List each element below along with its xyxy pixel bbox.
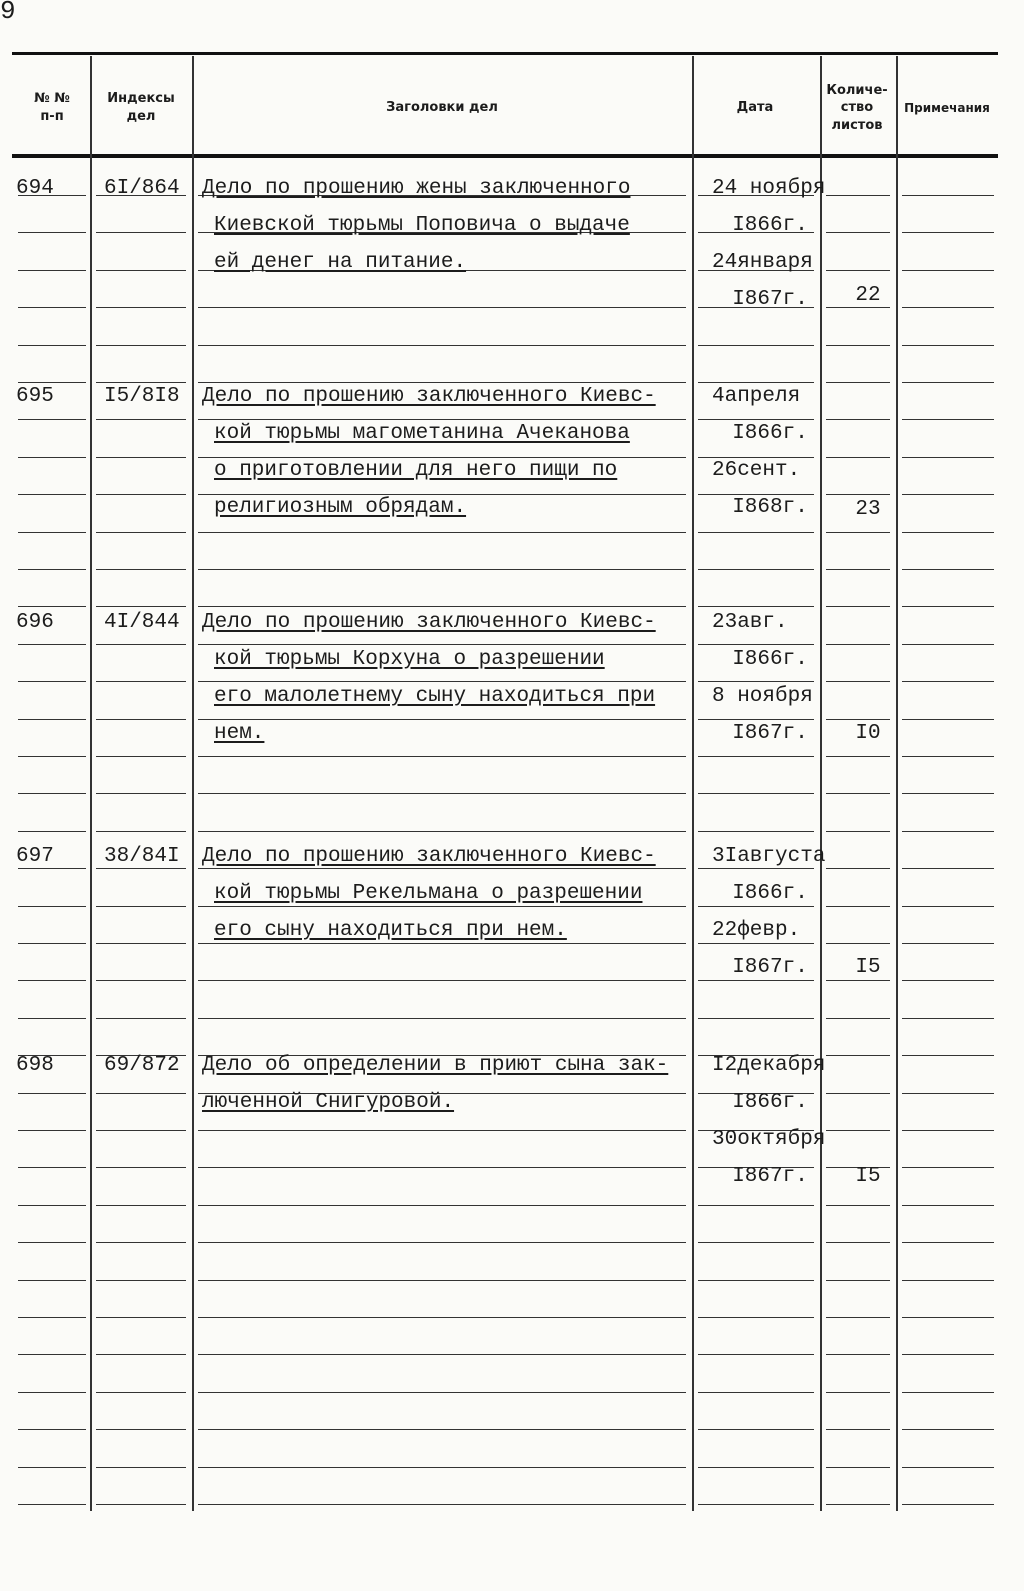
ruled-line xyxy=(826,943,890,944)
ruled-line xyxy=(826,1205,890,1206)
ruled-line xyxy=(902,569,994,570)
ruled-line xyxy=(698,1317,814,1318)
record-number: 695 xyxy=(16,385,54,408)
ruled-line xyxy=(18,419,86,420)
ruled-line xyxy=(902,270,994,271)
ruled-line xyxy=(902,382,994,383)
ruled-line xyxy=(902,1429,994,1430)
ruled-line xyxy=(902,1354,994,1355)
ruled-line xyxy=(198,831,686,832)
record-date-line: I866г. xyxy=(732,1091,808,1114)
ruled-line xyxy=(18,943,86,944)
ruled-line xyxy=(902,681,994,682)
ruled-line xyxy=(18,906,86,907)
ruled-line xyxy=(96,382,186,383)
ruled-line xyxy=(96,1467,186,1468)
ruled-line xyxy=(96,793,186,794)
ruled-line xyxy=(96,831,186,832)
record-title-line: Дело по прошению жены заключенного xyxy=(202,177,631,200)
ruled-line xyxy=(902,793,994,794)
ruled-line xyxy=(96,868,186,869)
ruled-line xyxy=(902,1242,994,1243)
ruled-line xyxy=(902,232,994,233)
ruled-line xyxy=(698,1392,814,1393)
record-number: 696 xyxy=(16,611,54,634)
ruled-line xyxy=(96,980,186,981)
record-index: 38/84I xyxy=(104,845,180,868)
ruled-line xyxy=(902,831,994,832)
ruled-line xyxy=(198,943,686,944)
ruled-line xyxy=(698,457,814,458)
ruled-line xyxy=(198,1429,686,1430)
ruled-line xyxy=(826,1018,890,1019)
record-sheets: I0 xyxy=(855,722,881,745)
ruled-line xyxy=(198,719,686,720)
ruled-line xyxy=(826,1317,890,1318)
ruled-line xyxy=(18,270,86,271)
ruled-line xyxy=(902,606,994,607)
ruled-line xyxy=(198,382,686,383)
ruled-line xyxy=(198,1242,686,1243)
ruled-line xyxy=(18,307,86,308)
ruled-line xyxy=(18,756,86,757)
ruled-line xyxy=(18,1280,86,1281)
ruled-line xyxy=(96,1280,186,1281)
ruled-line xyxy=(198,1018,686,1019)
ruled-line xyxy=(198,644,686,645)
ruled-line xyxy=(902,1392,994,1393)
record-index: I5/8I8 xyxy=(104,385,180,408)
record-date-line: 24января xyxy=(712,251,813,274)
ruled-line xyxy=(902,1167,994,1168)
ruled-line xyxy=(198,307,686,308)
ruled-line xyxy=(96,756,186,757)
ruled-line xyxy=(96,943,186,944)
ruled-line xyxy=(902,532,994,533)
ruled-line xyxy=(902,345,994,346)
ruled-line xyxy=(826,1504,890,1505)
ruled-line xyxy=(198,569,686,570)
ruled-line xyxy=(698,1018,814,1019)
ruled-line xyxy=(18,1504,86,1505)
record-title-line: религиозным обрядам. xyxy=(214,496,467,519)
ruled-line xyxy=(826,1392,890,1393)
record-title-line: кой тюрьмы магометанина Ачеканова xyxy=(214,422,630,445)
column-divider xyxy=(896,56,898,1511)
ruled-line xyxy=(18,1205,86,1206)
ruled-line xyxy=(698,906,814,907)
ruled-line xyxy=(826,457,890,458)
ruled-line xyxy=(96,270,186,271)
ruled-line xyxy=(698,1429,814,1430)
ruled-line xyxy=(826,644,890,645)
header-bottom-rule xyxy=(12,154,998,158)
ruled-line xyxy=(698,419,814,420)
ruled-line xyxy=(96,532,186,533)
header-notes: Примечания xyxy=(904,100,990,115)
record-date-line: I868г. xyxy=(732,496,808,519)
header-index: Индексы дел xyxy=(107,91,175,124)
ruled-line xyxy=(902,307,994,308)
ruled-line xyxy=(826,1242,890,1243)
ruled-line xyxy=(96,494,186,495)
record-sheets: I5 xyxy=(855,956,881,979)
ruled-line xyxy=(18,868,86,869)
record-date-line: 3Iавгуста xyxy=(712,845,826,868)
ruled-line xyxy=(18,606,86,607)
ruled-line xyxy=(902,494,994,495)
ruled-line xyxy=(96,419,186,420)
ruled-line xyxy=(902,868,994,869)
ruled-line xyxy=(96,1018,186,1019)
ruled-line xyxy=(698,831,814,832)
record-title-line: его малолетнему сыну находиться при xyxy=(214,685,656,708)
ruled-line xyxy=(96,606,186,607)
ruled-line xyxy=(18,793,86,794)
ruled-line xyxy=(96,644,186,645)
ruled-line xyxy=(96,1242,186,1243)
record-number: 694 xyxy=(16,177,54,200)
ruled-line xyxy=(18,1429,86,1430)
header-top-rule xyxy=(12,52,998,55)
ruled-line xyxy=(826,980,890,981)
record-date-line: 22февр. xyxy=(712,919,801,942)
ruled-line xyxy=(698,719,814,720)
ruled-line xyxy=(18,232,86,233)
ruled-line xyxy=(902,980,994,981)
ruled-line xyxy=(826,868,890,869)
ruled-line xyxy=(18,382,86,383)
ruled-line xyxy=(698,382,814,383)
record-title-line: его сыну находиться при нем. xyxy=(214,919,567,942)
ruled-line xyxy=(96,1504,186,1505)
header-date: Дата xyxy=(736,100,774,116)
ruled-line xyxy=(96,569,186,570)
ruled-line xyxy=(902,644,994,645)
ruled-line xyxy=(826,494,890,495)
record-date-line: I2декабря xyxy=(712,1054,826,1077)
ruled-line xyxy=(96,906,186,907)
ruled-line xyxy=(198,756,686,757)
ruled-line xyxy=(698,569,814,570)
ruled-line xyxy=(96,1317,186,1318)
ruled-line xyxy=(698,1504,814,1505)
record-index: 4I/844 xyxy=(104,611,180,634)
ruled-line xyxy=(698,1280,814,1281)
record-sheets: I5 xyxy=(855,1165,881,1188)
record-sheets: 22 xyxy=(855,284,881,307)
record-title-line: ей денег на питание. xyxy=(214,251,467,274)
record-title-line: Киевской тюрьмы Поповича о выдаче xyxy=(214,214,630,237)
ruled-line xyxy=(698,943,814,944)
record-index: 6I/864 xyxy=(104,177,180,200)
ruled-line xyxy=(18,1467,86,1468)
ruled-line xyxy=(902,1130,994,1131)
ruled-line xyxy=(18,1167,86,1168)
record-date-line: I866г. xyxy=(732,882,808,905)
ruled-line xyxy=(96,345,186,346)
ruled-line xyxy=(826,831,890,832)
ruled-line xyxy=(198,1167,686,1168)
ruled-line xyxy=(698,1242,814,1243)
column-divider xyxy=(820,56,822,1511)
ruled-line xyxy=(96,1167,186,1168)
ruled-line xyxy=(902,1504,994,1505)
record-date-line: 23авг. xyxy=(712,611,788,634)
ruled-line xyxy=(198,1205,686,1206)
ruled-line xyxy=(698,1205,814,1206)
record-date-line: I867г. xyxy=(732,956,808,979)
ruled-line xyxy=(18,1130,86,1131)
ruled-line xyxy=(96,307,186,308)
ruled-line xyxy=(96,1205,186,1206)
ruled-line xyxy=(18,719,86,720)
header-title: Заголовки дел xyxy=(386,100,498,116)
ruled-line xyxy=(18,1018,86,1019)
ruled-line xyxy=(902,1093,994,1094)
ruled-line xyxy=(902,1280,994,1281)
ruled-line xyxy=(826,793,890,794)
ruled-line xyxy=(826,1429,890,1430)
record-date-line: 24 ноября xyxy=(712,177,826,200)
column-divider xyxy=(90,56,92,1511)
record-title-line: нем. xyxy=(214,722,265,745)
ruled-line xyxy=(826,382,890,383)
record-date-line: I867г. xyxy=(732,288,808,311)
ruled-line xyxy=(826,1280,890,1281)
ruled-line xyxy=(198,1392,686,1393)
ruled-line xyxy=(698,494,814,495)
ruled-line xyxy=(198,494,686,495)
ruled-line xyxy=(826,719,890,720)
record-title-line: о приготовлении для него пищи по xyxy=(214,459,618,482)
ruled-line xyxy=(826,419,890,420)
record-date-line: I866г. xyxy=(732,648,808,671)
record-title-line: Дело об определении в приют сына зак- xyxy=(202,1054,669,1077)
ruled-line xyxy=(18,569,86,570)
ruled-line xyxy=(902,1467,994,1468)
ruled-line xyxy=(198,419,686,420)
ruled-line xyxy=(826,1467,890,1468)
record-sheets: 23 xyxy=(855,498,881,521)
ruled-line xyxy=(96,1130,186,1131)
ruled-line xyxy=(96,681,186,682)
ruled-line xyxy=(698,1467,814,1468)
ruled-line xyxy=(826,906,890,907)
record-title-line: кой тюрьмы Рекельмана о разрешении xyxy=(214,882,643,905)
ruled-line xyxy=(902,1205,994,1206)
record-index: 69/872 xyxy=(104,1054,180,1077)
header-sheets: Количе- ство листов xyxy=(826,82,888,133)
ruled-line xyxy=(198,345,686,346)
record-number: 698 xyxy=(16,1054,54,1077)
ruled-line xyxy=(18,1317,86,1318)
ruled-line xyxy=(698,532,814,533)
ruled-line xyxy=(698,606,814,607)
record-number: 697 xyxy=(16,845,54,868)
ruled-line xyxy=(198,1317,686,1318)
ruled-line xyxy=(698,1354,814,1355)
ruled-line xyxy=(826,756,890,757)
record-date-line: I866г. xyxy=(732,422,808,445)
ruled-line xyxy=(96,1093,186,1094)
record-title-line: Дело по прошению заключенного Киевс- xyxy=(202,845,656,868)
record-date-line: I867г. xyxy=(732,1165,808,1188)
ruled-line xyxy=(902,1317,994,1318)
ruled-line xyxy=(698,756,814,757)
ruled-line xyxy=(198,1130,686,1131)
ruled-line xyxy=(902,419,994,420)
record-title-line: Дело по прошению заключенного Киевс- xyxy=(202,611,656,634)
ruled-line xyxy=(198,681,686,682)
ruled-line xyxy=(96,1354,186,1355)
record-title-line: Дело по прошению заключенного Киевс- xyxy=(202,385,656,408)
record-date-line: 30октября xyxy=(712,1128,826,1151)
ruled-line xyxy=(698,793,814,794)
ruled-line xyxy=(826,1354,890,1355)
ruled-line xyxy=(698,644,814,645)
ruled-line xyxy=(902,195,994,196)
ruled-line xyxy=(198,532,686,533)
ruled-line xyxy=(826,532,890,533)
ruled-line xyxy=(18,494,86,495)
header-num: № № п-п xyxy=(34,91,70,124)
record-date-line: 4апреля xyxy=(712,385,801,408)
ruled-line xyxy=(96,232,186,233)
ruled-line xyxy=(902,756,994,757)
ruled-line xyxy=(18,1242,86,1243)
ruled-line xyxy=(902,1018,994,1019)
record-title-line: кой тюрьмы Корхуна о разрешении xyxy=(214,648,605,671)
ruled-line xyxy=(198,793,686,794)
ruled-line xyxy=(902,719,994,720)
ruled-line xyxy=(18,831,86,832)
ruled-line xyxy=(198,457,686,458)
ruled-line xyxy=(198,1504,686,1505)
record-date-line: 26сент. xyxy=(712,459,801,482)
ruled-line xyxy=(18,1392,86,1393)
record-date-line: I867г. xyxy=(732,722,808,745)
record-date-line: I866г. xyxy=(732,214,808,237)
ruled-line xyxy=(902,1055,994,1056)
ruled-line xyxy=(18,1093,86,1094)
ruled-line xyxy=(18,1354,86,1355)
ruled-line xyxy=(698,980,814,981)
ruled-line xyxy=(18,681,86,682)
ruled-line xyxy=(698,868,814,869)
ruled-line xyxy=(198,606,686,607)
record-title-line: люченной Снигуровой. xyxy=(202,1091,455,1114)
page-number: 9 xyxy=(0,0,16,26)
ruled-line xyxy=(902,457,994,458)
ruled-line xyxy=(96,719,186,720)
ruled-line xyxy=(698,681,814,682)
ruled-line xyxy=(18,345,86,346)
ruled-line xyxy=(18,532,86,533)
ruled-line xyxy=(698,345,814,346)
record-date-line: 8 ноября xyxy=(712,685,813,708)
ruled-line xyxy=(18,457,86,458)
ruled-line xyxy=(902,906,994,907)
ruled-line xyxy=(96,1392,186,1393)
ruled-line xyxy=(198,1467,686,1468)
ruled-line xyxy=(198,868,686,869)
ruled-line xyxy=(902,943,994,944)
ruled-line xyxy=(826,681,890,682)
column-divider xyxy=(692,56,694,1511)
ruled-line xyxy=(18,644,86,645)
ruled-line xyxy=(96,457,186,458)
ruled-line xyxy=(826,606,890,607)
ruled-line xyxy=(198,980,686,981)
ruled-line xyxy=(18,980,86,981)
ruled-line xyxy=(198,1280,686,1281)
ruled-line xyxy=(826,345,890,346)
column-divider xyxy=(192,56,194,1511)
ruled-line xyxy=(198,906,686,907)
ruled-line xyxy=(826,569,890,570)
ruled-line xyxy=(96,1429,186,1430)
ruled-line xyxy=(198,1354,686,1355)
